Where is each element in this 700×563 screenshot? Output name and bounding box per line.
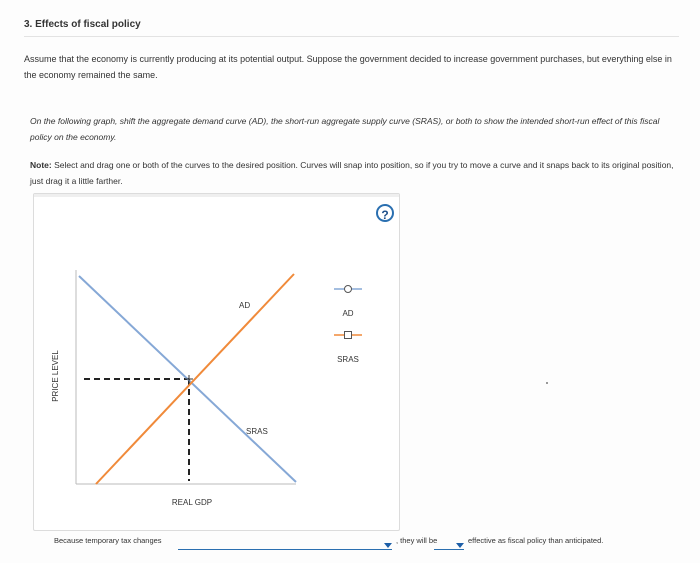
- note-text: Select and drag one or both of the curves to the desired position. Curves will snap into position, so if you try to move a curve and it snaps back to its original position, just drag it a little farther.: [30, 160, 674, 186]
- note-label: Note:: [30, 160, 52, 170]
- answer-row: [54, 536, 694, 550]
- stray-mark: [546, 382, 548, 384]
- sras-tool[interactable]: [334, 332, 362, 365]
- circle-icon[interactable]: [345, 286, 352, 293]
- question-intro: Assume that the economy is currently producing at its potential output. Suppose the government decided to increase government purchases, but everything else in the economy remained the same.: [24, 54, 672, 80]
- square-icon[interactable]: [345, 332, 352, 339]
- answer-suffix: effective as fiscal policy than anticipated.: [468, 536, 604, 545]
- answer-prefix: Because temporary tax changes: [54, 536, 162, 545]
- question-note: [30, 157, 680, 189]
- question-title: 3. Effects of fiscal policy: [24, 19, 141, 30]
- chevron-down-icon[interactable]: [384, 543, 392, 548]
- question-instruction: On the following graph, shift the aggregate demand curve (AD), the short-run aggregate supply curve (SRAS), or both to show the intended short-run effect of this fiscal policy on the economy.: [30, 116, 660, 142]
- sras-curve-label: AD: [239, 301, 251, 310]
- sras-tool-label: SRAS: [337, 355, 359, 364]
- chevron-down-icon[interactable]: [456, 543, 464, 548]
- ad-tool[interactable]: [334, 286, 362, 319]
- graph-panel: [33, 193, 400, 531]
- ad-curve-label: SRAS: [246, 427, 268, 436]
- ad-tool-label: AD: [342, 309, 354, 318]
- answer-middle: , they will be: [396, 536, 438, 545]
- ad-sras-graph: [34, 194, 399, 530]
- help-button[interactable]: ?: [376, 204, 394, 222]
- tax-change-dropdown[interactable]: [178, 541, 392, 550]
- effectiveness-dropdown[interactable]: [434, 541, 464, 550]
- y-axis-label: PRICE LEVEL: [51, 350, 60, 402]
- x-axis-label: REAL GDP: [171, 498, 213, 507]
- title-divider: [24, 36, 679, 37]
